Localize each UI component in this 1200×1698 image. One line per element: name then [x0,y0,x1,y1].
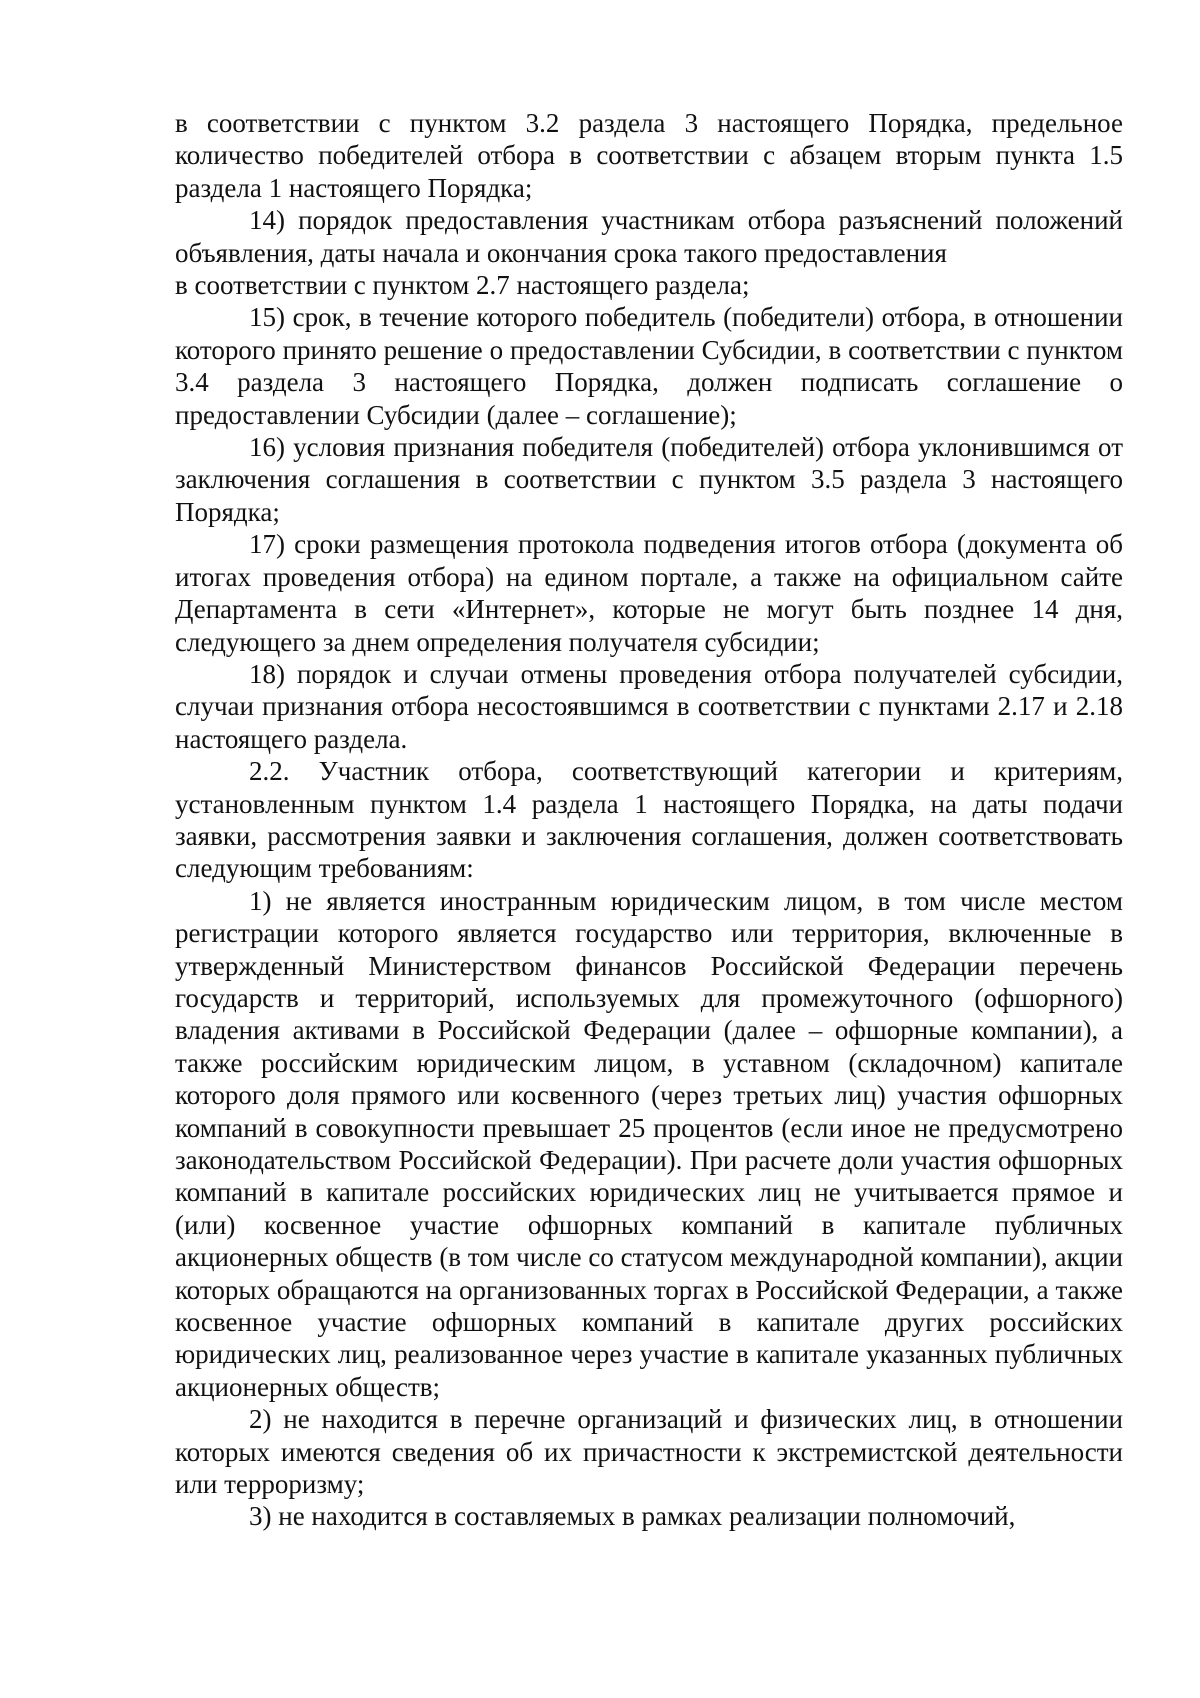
paragraph-requirement-3: 3) не находится в составляемых в рамках реализации полномочий, [249,1501,1016,1532]
paragraph-continuation: в соответствии с пунктом 3.2 раздела 3 настоящего Порядка, предельное количество победителей отбора в соответствии с абзацем вторым пункта 1.5 раздела 1 настоящего Порядка; [175,108,1123,203]
paragraph-requirement-2: 2) не находится в перечне организаций и физических лиц, в отношении которых имеются сведения об их причастности к экстремистской деятельности или терроризму; [175,1404,1123,1500]
document-page [175,107,1123,1533]
paragraph-item-14-reference: в соответствии с пунктом 2.7 настоящего раздела; [175,270,750,301]
paragraph-item-16: 16) условия признания победителя (победителей) отбора уклонившимся от заключения соглашения в соответствии с пунктом 3.5 раздела 3 настоящего Порядка; [175,432,1123,527]
paragraph-item-18: 18) порядок и случаи отмены проведения отбора получателей субсидии, случаи признания отбора несостоявшимся в соответствии с пунктами 2.17 и 2.18 настоящего раздела. [175,658,1123,754]
paragraph-item-14: 14) порядок предоставления участникам отбора разъяснений положений объявления, даты начала и окончания срока такого предоставления [175,205,1123,268]
paragraph-section-2-2: 2.2. Участник отбора, соответствующий категории и критериям, установленным пунктом 1.4 раздела 1 настоящего Порядка, на даты подачи заявки, рассмотрения заявки и заключения соглашения, должен соответствовать следующим требованиям: [175,756,1123,884]
paragraph-item-15: 15) срок, в течение которого победитель (победители) отбора, в отношении которого принято решение о предоставлении Субсидии, в соответствии с пунктом 3.4 раздела 3 настоящего Порядка, должен подписать соглашение о предоставлении Субсидии (далее – соглашение); [175,302,1123,430]
paragraph-requirement-1: 1) не является иностранным юридическим лицом, в том числе местом регистрации которого является государство или территория, включенные в утвержденный Министерством финансов Российской Федерации перечень государств и территорий, используемых для промежуточного (офшорного) владения активами в Российской Федерации (далее – офшорные компании), а также российским юридическим лицом, в уставном (складочном) капитале которого доля прямого или косвенного (через третьих лиц) участия офшорных компаний в совокупности превышает 25 процентов (если иное не предусмотрено законодательством Российской Федерации). При расчете доли участия офшорных компаний в капитале российских юридических лиц не учитывается прямое и (или) косвенное участие офшорных компаний в капитале публичных акционерных обществ (в том числе со статусом международной компании), акции которых обращаются на организованных торгах в Российской Федерации, а также косвенное участие офшорных компаний в капитале других российских юридических лиц, реализованное через участие в капитале указанных публичных акционерных обществ; [175,885,1123,1402]
paragraph-item-17: 17) сроки размещения протокола подведения итогов отбора (документа об итогах проведения отбора) на едином портале, а также на официальном сайте Департамента в сети «Интернет», которые не могут быть позднее 14 дня, следующего за днем определения получателя субсидии; [175,529,1123,657]
